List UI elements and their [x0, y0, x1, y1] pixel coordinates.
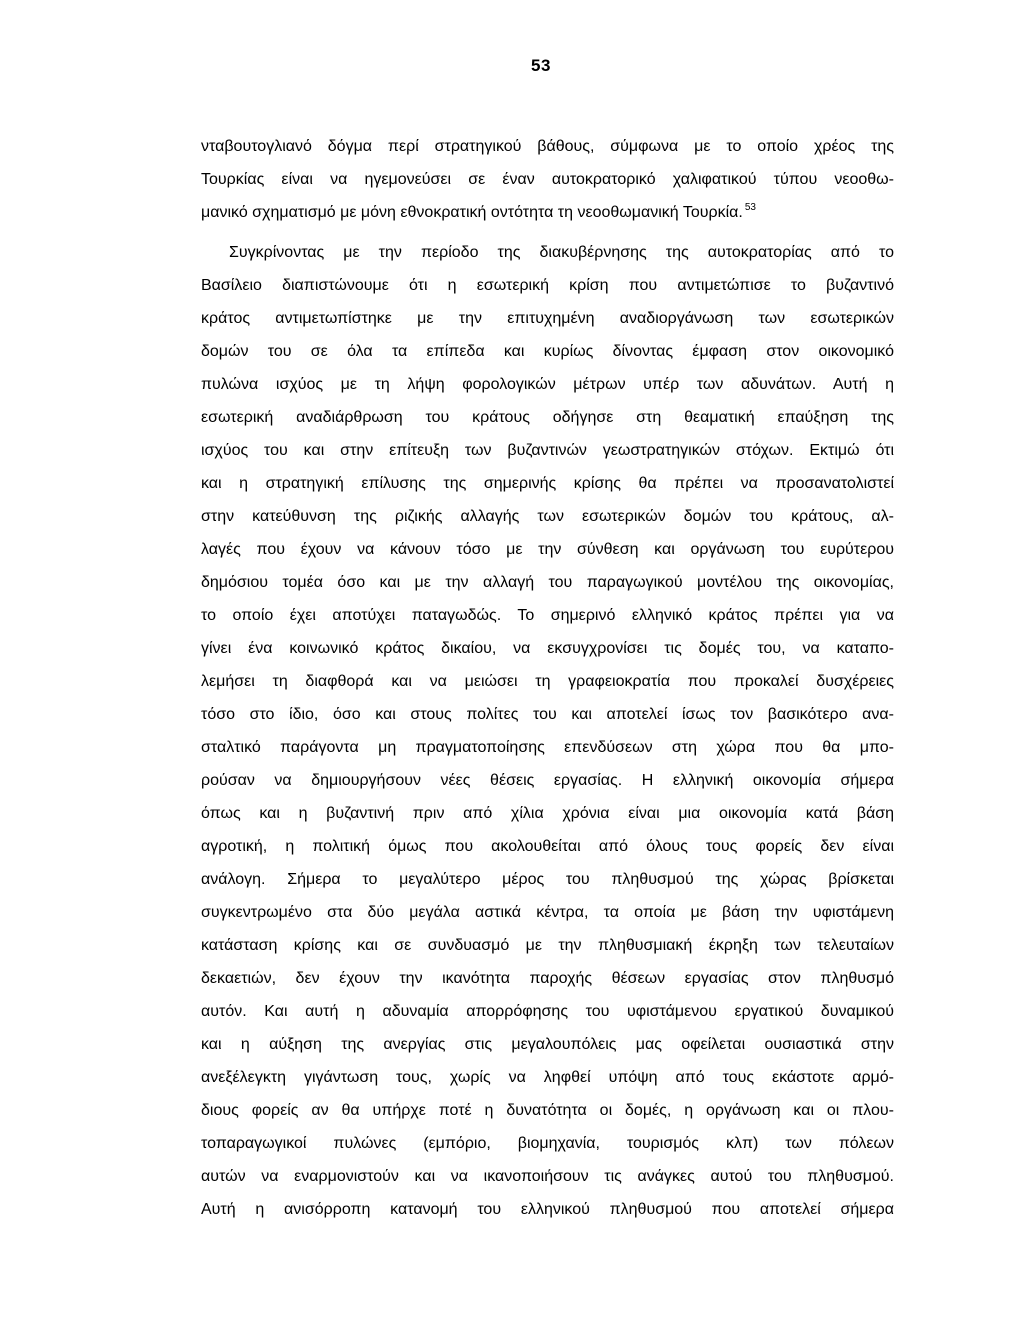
text-line: γίνει ένα κοινωνικό κράτος δικαίου, να εκσυγχρονίσει τις δομές του, να καταπο- [201, 640, 894, 657]
text-line: ρούσαν να δημιουργήσουν νέες θέσεις εργασίας. Η ελληνική οικονομία σήμερα [201, 772, 894, 789]
text-line: δομών του σε όλα τα επίπεδα και κυρίως δίνοντας έμφαση στον οικονομικό [201, 343, 894, 360]
text-line: λαγές που έχουν να κάνουν τόσο με την σύνθεση και οργάνωση του ευρύτερου [201, 541, 894, 558]
text-line: ανάλογη. Σήμερα το μεγαλύτερο μέρος του πληθυσμού της χώρας βρίσκεται [201, 871, 894, 888]
text-line: όπως και η βυζαντινή πριν από χίλια χρόνια είναι μια οικονομία κατά βάση [201, 805, 894, 822]
text-line: ανεξέλεγκτη γιγάντωση τους, χωρίς να ληφθεί υπόψη από τους εκάστοτε αρμό- [201, 1069, 894, 1086]
text-line: πυλώνα ισχύος με τη λήψη φορολογικών μέτρων υπέρ των αδυνάτων. Αυτή η [201, 376, 894, 393]
text-line: συγκεντρωμένο στα δύο μεγάλα αστικά κέντρα, τα οποία με βάση την υφιστάμενη [201, 904, 894, 921]
text-line: ισχύος του και στην επίτευξη των βυζαντινών γεωστρατηγικών στόχων. Εκτιμώ ότι [201, 442, 894, 459]
text-line: λεμήσει τη διαφθορά και να μειώσει τη γραφειοκρατία που προκαλεί δυσχέρειες [201, 673, 894, 690]
text-line: Βασίλειο διαπιστώνουμε ότι η εσωτερική κρίση που αντιμετώπισε το βυζαντινό [201, 277, 894, 294]
text-line: αγροτική, η πολιτική όμως που ακολουθείται από όλους τους φορείς δεν είναι [201, 838, 894, 855]
text-line: τοπαραγωγικοί πυλώνες (εμπόριο, βιομηχανία, τουρισμός κλπ) των πόλεων [201, 1135, 894, 1152]
text-line: αυτόν. Και αυτή η αδυναμία απορρόφησης του υφιστάμενου εργατικού δυναμικού [201, 1003, 894, 1020]
text-line: σταλτικό παράγοντα μη πραγματοποίησης επενδύσεων στη χώρα που θα μπο- [201, 739, 894, 756]
paragraph-main [201, 236, 894, 1226]
text-line: Αυτή η ανισόρροπη κατανομή του ελληνικού πληθυσμού που αποτελεί σήμερα [201, 1201, 894, 1218]
text-line: αυτών να εναρμονιστούν και να ικανοποιήσουν τις ανάγκες αυτού του πληθυσμού. [201, 1168, 894, 1185]
text-line: Συγκρίνοντας με την περίοδο της διακυβέρνησης της αυτοκρατορίας από το [229, 244, 894, 261]
text-line: δημόσιου τομέα όσο και με την αλλαγή του παραγωγικού μοντέλου της οικονομίας, [201, 574, 894, 591]
text-line: κατάσταση κρίσης και σε συνδυασμό με την πληθυσμιακή έκρηξη των τελευταίων [201, 937, 894, 954]
page-number: 53 [531, 56, 551, 75]
text-line-content: μανικό σχηματισμό με μόνη εθνοκρατική οντότητα τη νεοοθωμανική Τουρκία. [201, 204, 743, 221]
text-line: στην κατεύθυνση της ριζικής αλλαγής των εσωτερικών δομών του κράτους, αλ- [201, 508, 894, 525]
paragraph-continuation [201, 130, 894, 229]
text-line: δεκαετιών, δεν έχουν την ικανότητα παροχής θέσεων εργασίας στον πληθυσμό [201, 970, 894, 987]
text-line-last [201, 196, 894, 229]
text-line: το οποίο έχει αποτύχει παταγωδώς. Το σημερινό ελληνικό κράτος πρέπει για να [201, 607, 894, 624]
text-line: νταβουτογλιανό δόγμα περί στρατηγικού βάθους, σύμφωνα με το οποίο χρέος της [201, 138, 894, 155]
text-line: τόσο στο ίδιο, όσο και στους πολίτες του και αποτελεί ίσως τον βασικότερο ανα- [201, 706, 894, 723]
text-line: διους φορείς αν θα υπήρχε ποτέ η δυνατότητα οι δομές, η οργάνωση και οι πλου- [201, 1102, 894, 1119]
text-line: κράτος αντιμετωπίστηκε με την επιτυχημένη αναδιοργάνωση των εσωτερικών [201, 310, 894, 327]
footnote-reference[interactable]: 53 [744, 202, 756, 213]
text-line: και η στρατηγική επίλυσης της σημερινής κρίσης θα πρέπει να προσανατολιστεί [201, 475, 894, 492]
text-line: Τουρκίας είναι να ηγεμονεύσει σε έναν αυτοκρατορικό χαλιφατικού τύπου νεοοθω- [201, 171, 894, 188]
text-line: και η αύξηση της ανεργίας στις μεγαλουπόλεις μας οφείλεται ουσιαστικά στην [201, 1036, 894, 1053]
text-line: εσωτερική αναδιάρθρωση του κράτους οδήγησε στη θεαματική επαύξηση της [201, 409, 894, 426]
